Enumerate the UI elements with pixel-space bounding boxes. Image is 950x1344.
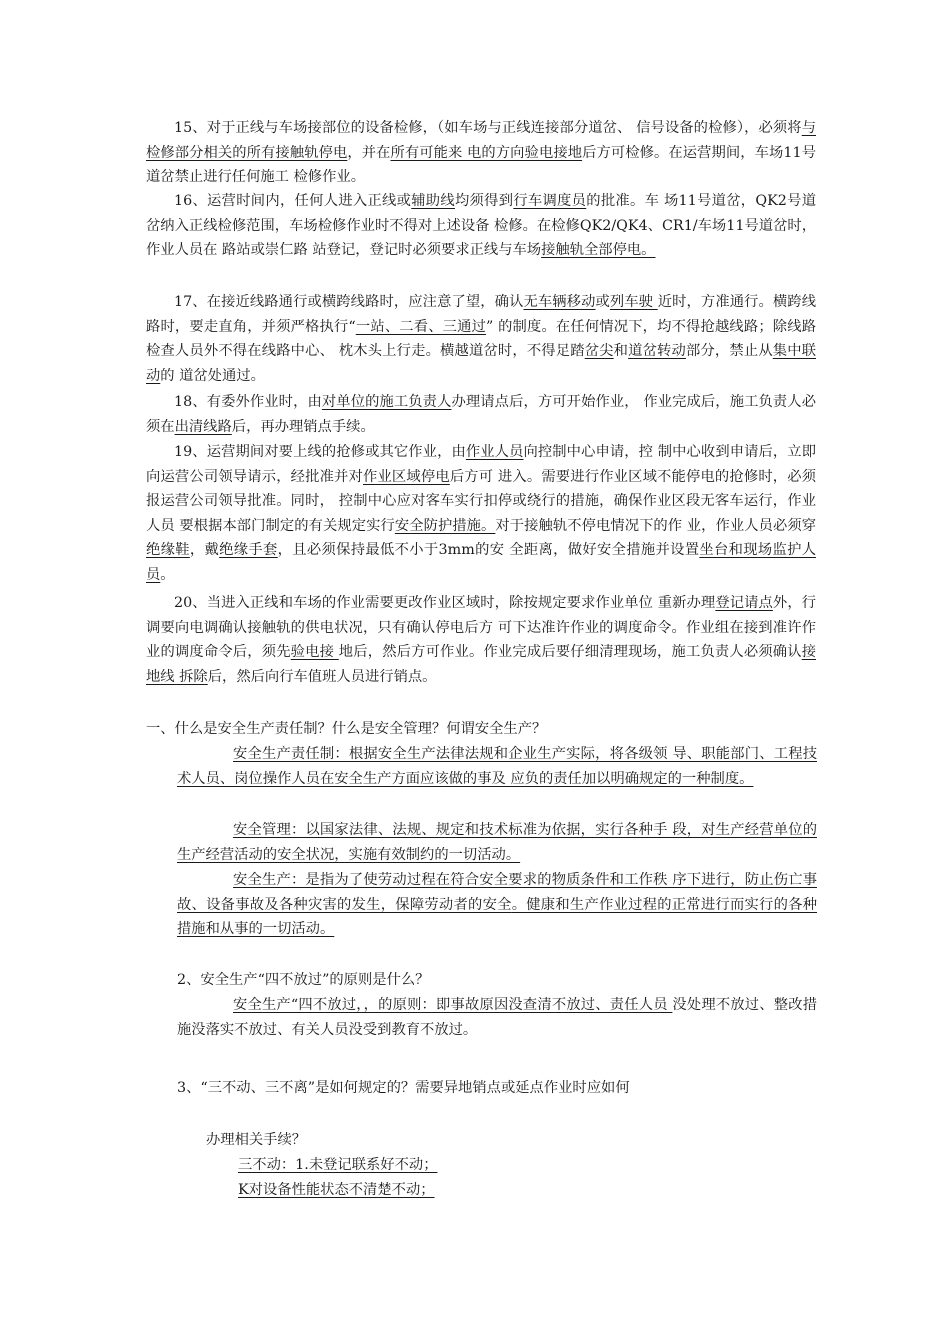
underlined-term: 行车调度员 bbox=[513, 193, 587, 209]
paragraph-20 bbox=[146, 591, 816, 689]
text: 或 bbox=[595, 294, 610, 310]
text: 20、当进入正线和车场的作业需要更改作业区域时，除按规定要求作业单位 重新办理 bbox=[174, 595, 716, 611]
text: ” 的制度。在任何情况下，均不得抢越线路；除线路检查人员外不得在线路中心、 枕木头上行走。横越道岔时，不得足踏 bbox=[146, 318, 817, 360]
text: 后方可检修。在运营期间，车场11号道岔禁止进行任何施工 检修作业。 bbox=[146, 144, 817, 186]
underlined-term: 安全防护措施。 bbox=[394, 517, 496, 534]
underlined-term: 对单位的施工负责人 bbox=[321, 394, 452, 410]
underlined-term: 一站、二看、三通过 bbox=[355, 318, 487, 335]
paragraph-16 bbox=[146, 189, 816, 263]
text: 均须得到 bbox=[454, 193, 514, 209]
text: 后，再办理销点手续。 bbox=[231, 418, 375, 435]
question-2-title: 2、安全生产“四不放过”的原则是什么？ bbox=[177, 972, 430, 988]
text: ，戴 bbox=[189, 542, 220, 559]
paragraph-19 bbox=[146, 440, 816, 588]
three-not-move-item-1 bbox=[238, 1153, 438, 1178]
text: 15、对于正线与车场接部位的设备检修，（如车场与正线连接部分道岔、 信号设备的检修），必须将 bbox=[174, 120, 802, 136]
text: 没处理不放过、整改措施没落实不放过、有关人员没受到教育不放过。 bbox=[177, 997, 818, 1038]
text: 部分，禁止从 bbox=[685, 343, 773, 360]
definition-text: 安全生产责任制：根据安全生产法律法规和企业生产实际，将各级领 导、职能部门、工程技术人员、岗位操作人员在安全生产方面应该做的事及 应负的责任加以明确规定的一种制度。 bbox=[177, 746, 817, 787]
question-3-title-cont: 办理相关手续？ bbox=[206, 1132, 307, 1148]
text: 的 道岔处通过。 bbox=[160, 367, 265, 384]
underlined-term: 验电接 bbox=[290, 644, 339, 661]
underlined-term: 岔尖 bbox=[584, 343, 614, 360]
paragraph-18 bbox=[146, 390, 816, 439]
text: 地后，然后方可作业。作业完成后要仔细清理现场，施工负责人必须确认 bbox=[338, 644, 802, 661]
text: 向控制中心申请，控 制中心收到申请后，立即向运营公司领导请示，经批准并对 bbox=[146, 444, 817, 485]
underlined-term: 列车驶 bbox=[609, 294, 658, 310]
underlined-term: 绝缘鞋 bbox=[146, 542, 190, 559]
text: 。 bbox=[160, 566, 175, 583]
text: ，且必须保持最低不小于3mm的安 全距离，做好安全措施并设置 bbox=[277, 542, 700, 559]
underlined-term: 作业区域停电 bbox=[363, 468, 450, 485]
definition-text: 。健康和生产作业过程的正常进行而实行的各种措施和从事的一切活动。 bbox=[177, 896, 818, 938]
three-not-move-item-2 bbox=[238, 1178, 435, 1203]
underlined-term: 接地线 拆除 bbox=[146, 644, 817, 685]
underlined-term: 接触轨全部停电。 bbox=[541, 242, 656, 259]
underlined-term: 集中联动 bbox=[146, 343, 817, 384]
underlined-term: 道岔转动 bbox=[628, 343, 686, 360]
question-1-title: 一、什么是安全生产责任制？什么是安全管理？何谓安全生产？ bbox=[146, 721, 547, 737]
text: 和 bbox=[613, 343, 629, 360]
underlined-term: 辅助线 bbox=[411, 193, 455, 209]
text: 办理请点后，方可开始作业， 作业完成后，施工负责人必须在 bbox=[146, 394, 816, 435]
underlined-term: 绝缘手套 bbox=[219, 542, 278, 559]
text: 18、有委外作业时，由 bbox=[174, 394, 322, 410]
text: 后，然后向行车值班人员进行销点。 bbox=[207, 668, 437, 685]
list-item: 三不动：1.未登记联系好不动； bbox=[238, 1157, 438, 1173]
underlined-term: 所有可能来 电的方向验电接地 bbox=[390, 144, 583, 161]
paragraph-15 bbox=[146, 116, 816, 190]
text: 对于接触轨不停电情况下的作 业，作业人员必须穿 bbox=[495, 517, 817, 534]
paragraph-17 bbox=[146, 290, 816, 388]
definition-text: 安全管理：以国家法律、法规、规定和技术标准为依据，实行各种手 段，对生产经营单位的生产经营活动的安全状况，实施有效制约的一切活动。 bbox=[177, 822, 817, 863]
underlined-term: 作业人员 bbox=[465, 444, 524, 460]
text: ，并在 bbox=[347, 144, 391, 161]
definition-responsibility-system bbox=[177, 742, 817, 791]
underlined-term: 与检修部分相关的所有接触轨停电 bbox=[146, 120, 816, 161]
underlined-term: 坐台和现场监护人员 bbox=[146, 542, 817, 583]
text: 17、在接近线路通行或横跨线路时，应注意了望，确认 bbox=[174, 294, 524, 310]
text: 近时，方准通行。横跨线路时，要走直角，并须严格执行“ bbox=[146, 294, 817, 335]
text: 的批准。车 场11号道岔，QK2号道岔纳入正线检修范围，车场检修作业时不得对上述设备 检修。在检修QK2/QK4、CR1/车场11号道岔时，作业人员在 路站或崇仁路 站登记，登记时必须要求正线与车场 bbox=[146, 193, 817, 259]
definition-safe-production bbox=[177, 868, 817, 942]
text: 19、运营期间对要上线的抢修或其它作业，由 bbox=[174, 444, 466, 460]
text: 后方可 进入。需要进行作业区域不能停电的抢修时，必须报运营公司领导批准。同时， 控制中心应对客车实行扣停或绕行的措施，确保作业区段无客车运行，作业人员 要根据本部门制定的有关规定实行 bbox=[146, 468, 817, 534]
underlined-term: 无车辆移动 bbox=[523, 294, 596, 310]
text: 16、运营时间内，任何人进入正线或 bbox=[174, 193, 412, 209]
underlined-term: 登记请点 bbox=[715, 595, 773, 611]
question-3-title: 3、“三不动、三不离”是如何规定的？需要异地销点或延点作业时应如何 bbox=[177, 1080, 630, 1096]
answer-four-not-let-go bbox=[177, 993, 817, 1042]
definition-safety-management bbox=[177, 818, 817, 867]
text: 外，行调要向电调确认接触轨的供电状况，只有确认停电后方 可下达准许作业的调度命令。作业组在接到准许作业的调度命令后，须先 bbox=[146, 595, 817, 661]
underlined-term: 出清线路 bbox=[174, 418, 232, 435]
definition-text: 安全生产：是指为了使劳动过程在符合安全要求的物质条件和工作秩 序下进行，防止伤亡事故、设备事故及各种灾害的发生，保障劳动者的安全 bbox=[177, 872, 817, 913]
underlined-term: 安全生产“四不放过，，的原则：即事故原因没查清不放过、责任人员 bbox=[233, 997, 673, 1013]
list-item: K对设备性能状态不清楚不动； bbox=[238, 1182, 435, 1198]
